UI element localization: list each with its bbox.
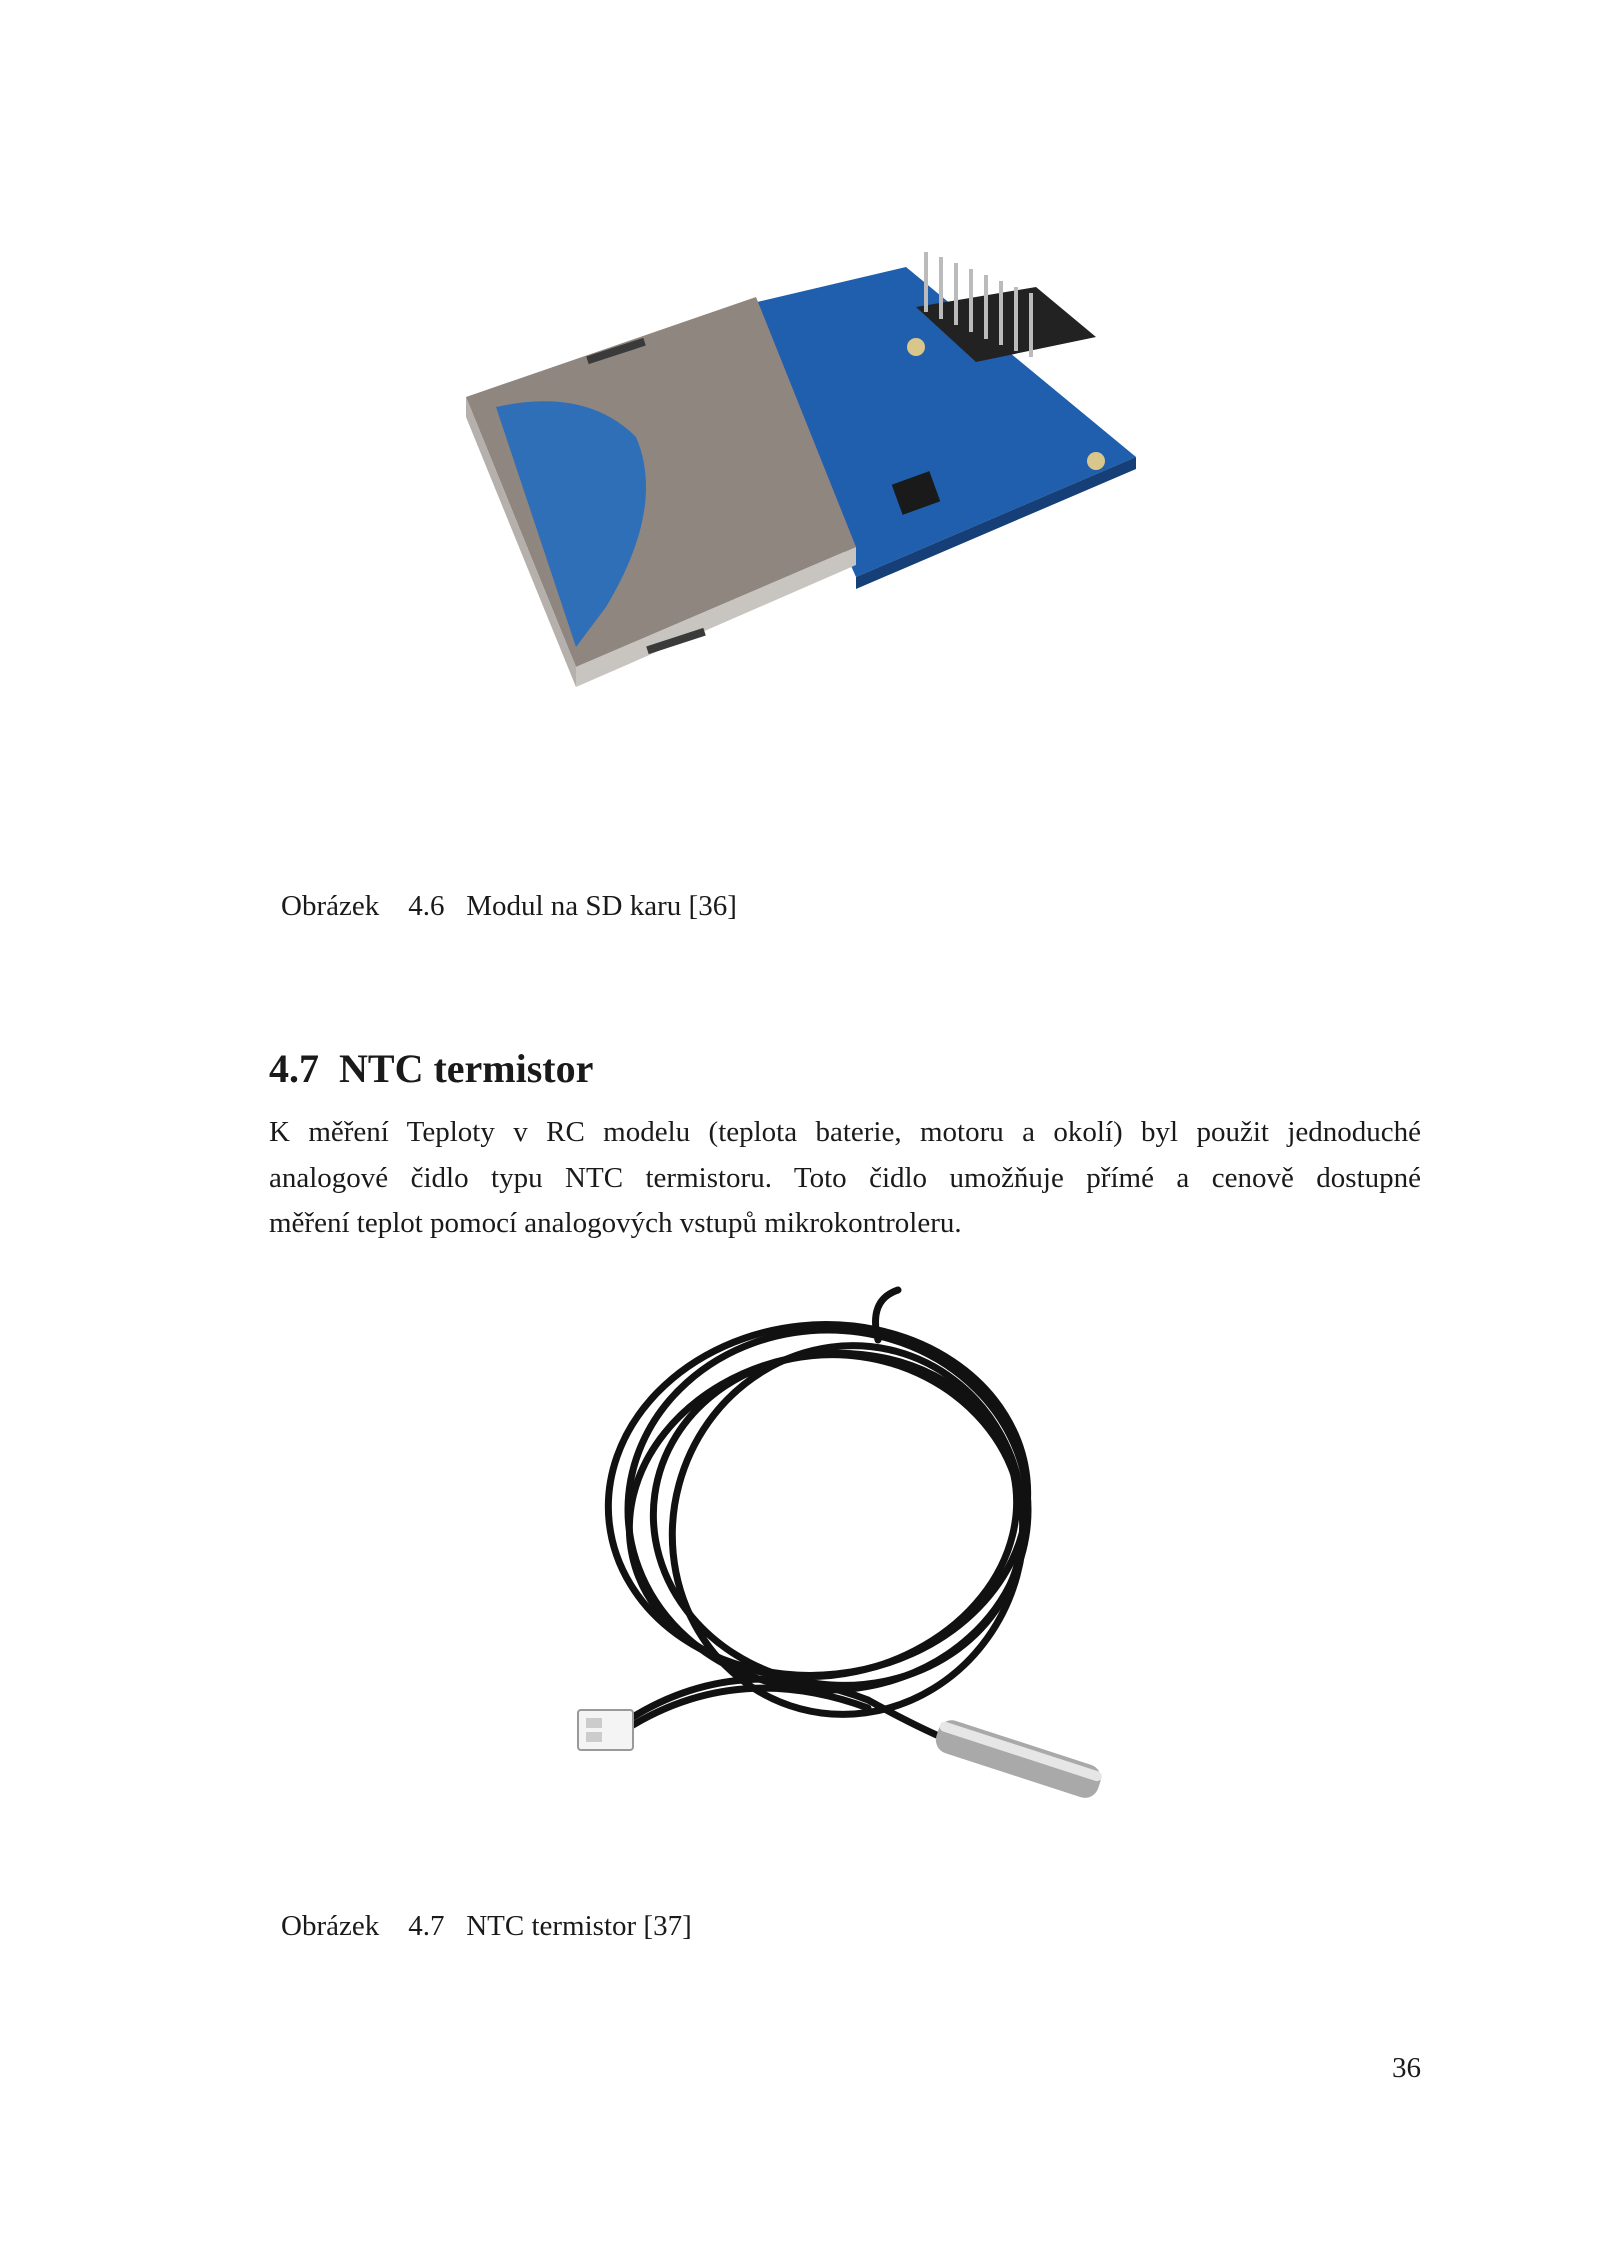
paragraph-line: analogové čidlo typu NTC termistoru. Toto čidlo umožňuje přímé a cenově dostupné — [269, 1161, 1421, 1194]
figure-caption-4-6 — [281, 890, 737, 923]
caption-text: NTC termistor [37] — [466, 1910, 692, 1942]
page-number: 36 — [1392, 2052, 1421, 2084]
caption-label: Obrázek — [281, 890, 380, 922]
paragraph-line: K měření Teploty v RC modelu (teplota baterie, motoru a okolí) byl použit jednoduché — [269, 1116, 1421, 1148]
caption-number: 4.7 — [408, 1910, 445, 1942]
caption-label: Obrázek — [281, 1910, 380, 1942]
section-heading: 4.7 NTC termistor — [269, 1046, 594, 1091]
ntc-thermistor-image — [538, 1280, 1158, 1880]
caption-text: Modul na SD karu [36] — [466, 890, 737, 922]
section-paragraph — [269, 1110, 1421, 1247]
sd-card-module-image — [436, 247, 1236, 817]
caption-number: 4.6 — [408, 890, 445, 922]
paragraph-line: měření teplot pomocí analogových vstupů mikrokontroleru. — [269, 1207, 962, 1239]
figure-caption-4-7 — [281, 1910, 692, 1943]
